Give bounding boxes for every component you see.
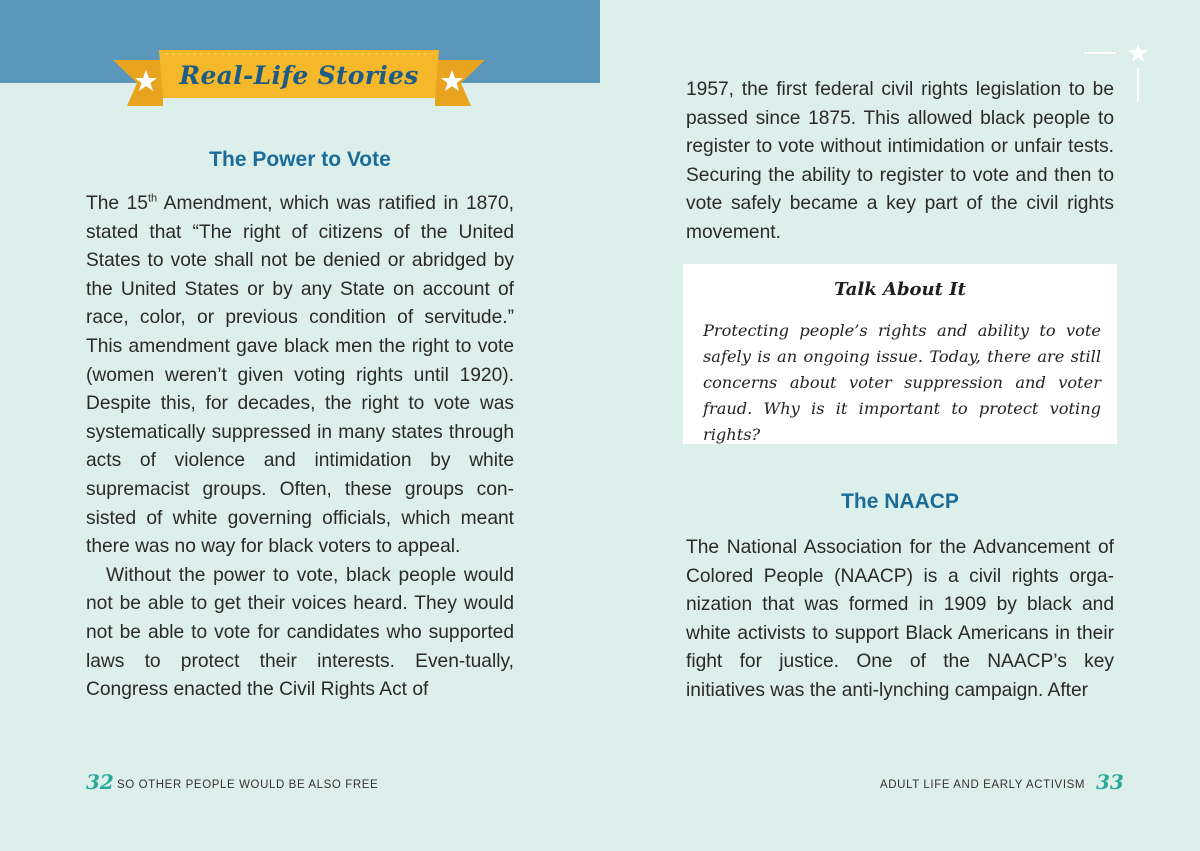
paragraph: Without the power to vote, black people would not be able to get their voices heard. They would not be able to vote for candidates who supported laws to protect their interests. Even-tually, Congress enacted the Civil Rights Act of bbox=[86, 564, 514, 701]
talk-about-it-box bbox=[683, 264, 1117, 444]
banner-title: Real-Life Stories bbox=[179, 61, 419, 90]
paragraph bbox=[86, 190, 514, 562]
running-footer: SO OTHER PEOPLE WOULD BE ALSO FREE bbox=[117, 779, 379, 791]
paragraph: The National Association for the Advancement of Colored People (NAACP) is a civil rights orga-nization that was formed in 1909 by black and white activists to support Black Americans in their fight for justice. One of the NAACP’s key initiatives was the anti-lynching campaign. After bbox=[686, 537, 1114, 701]
section-heading-power-to-vote: The Power to Vote bbox=[209, 148, 391, 171]
page-number: 32 bbox=[86, 770, 114, 794]
text-run: The 15 bbox=[86, 193, 148, 214]
callout-title: Talk About It bbox=[834, 279, 966, 300]
page-number: 33 bbox=[1096, 770, 1124, 794]
section-heading-naacp: The NAACP bbox=[841, 490, 959, 513]
callout-body: Protecting people’s rights and ability to vote safely is an ongoing issue. Today, there are still concerns about voter suppression and voter fraud. Why is it important to protect voting rights? bbox=[703, 321, 1101, 444]
section-banner bbox=[113, 46, 485, 112]
text-run: Amendment, which was ratified in 1870, stated that “The right of citizens of the United States to vote shall not be denied or abridged by the United States or by any State on account of race, color, or previous condition of servitude.” This amendment gave black men the right to vote (women weren’t given voting rights until 1920). Despite this, for decades, the right to vote was systematically suppressed in many states through acts of violence and intimidation by white supremacist groups. Often, these groups con-sisted of white governing officials, which meant there was no way for black voters to appeal. bbox=[86, 193, 514, 558]
right-body-text-top bbox=[686, 76, 1114, 248]
running-footer: ADULT LIFE AND EARLY ACTIVISM bbox=[880, 779, 1086, 791]
right-body-text-bottom bbox=[686, 534, 1114, 706]
star-icon bbox=[1128, 43, 1148, 62]
superscript: th bbox=[147, 192, 158, 205]
paragraph: 1957, the first federal civil rights legislation to be passed since 1875. This allowed black people to register to vote without intimidation or unfair tests. Securing the ability to register to vote and then to vote safely became a key part of the civil rights movement. bbox=[686, 79, 1114, 243]
left-body-text bbox=[86, 190, 514, 705]
